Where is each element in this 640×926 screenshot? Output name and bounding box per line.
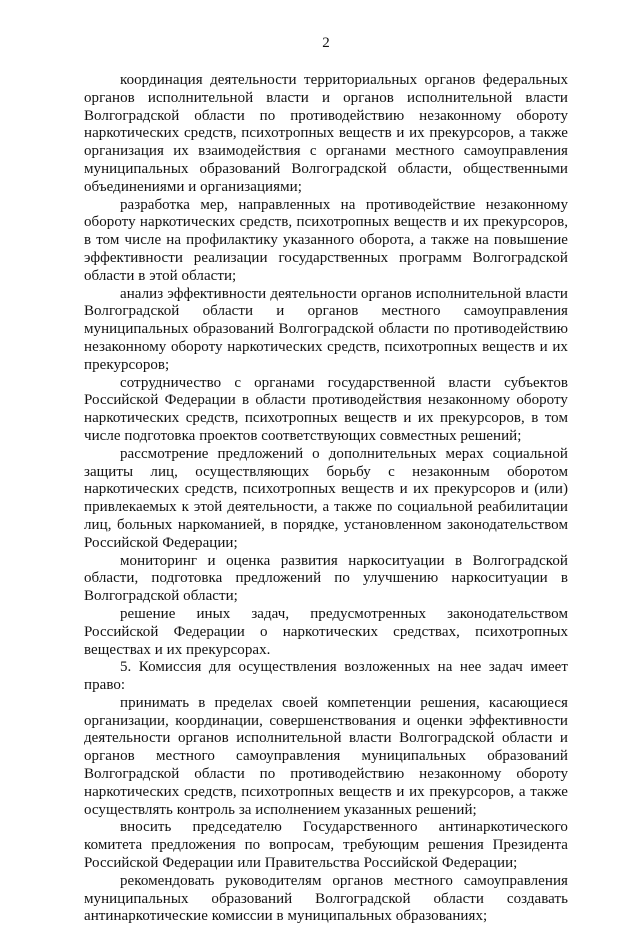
paragraph-make-decisions: принимать в пределах своей компетенции решения, касающиеся организации, координации, совершенствования и оценки эффективности деятельности органов исполнительной власти Волгоградской области и органов местного самоуправления муниципальных образований Волгоградской области по противодействию незаконному обороту наркотических средств, психотропных веществ и их прекурсоров, а также осуществлять контроль за исполнением указанных решений; <box>84 694 568 818</box>
paragraph-measures-development: разработка мер, направленных на противодействие незаконному обороту наркотических средств, психотропных веществ и их прекурсоров, в том числе на профилактику указанного оборота, а также на повышение эффективности реализации государственных программ Волгоградской области в этой области; <box>84 196 568 284</box>
paragraph-recommend-commissions: рекомендовать руководителям органов местного самоуправления муниципальных образований Волгоградской области создавать антинаркотические комиссии в муниципальных образованиях; <box>84 872 568 925</box>
paragraph-efficiency-analysis: анализ эффективности деятельности органов исполнительной власти Волгоградской области и органов местного самоуправления муниципальных образований Волгоградской области по противодействию незаконному обороту наркотических средств, психотропных веществ и их прекурсоров; <box>84 285 568 373</box>
page-number: 2 <box>322 35 330 51</box>
paragraph-commission-rights: 5. Комиссия для осуществления возложенных на нее задач имеет право: <box>84 659 568 694</box>
paragraph-cooperation: сотрудничество с органами государственной власти субъектов Российской Федерации в области противодействия незаконному обороту наркотических средств, психотропных веществ и их прекурсоров, в том числе подготовка проектов соответствующих совместных решений; <box>84 374 568 444</box>
paragraph-social-protection: рассмотрение предложений о дополнительных мерах социальной защиты лиц, осуществляющих борьбу с незаконным оборотом наркотических средств, психотропных веществ и их прекурсоров и (или) привлекаемых к этой деятельности, а также по социальной реабилитации лиц, больных наркоманией, в порядке, установленном законодательством Российской Федерации; <box>84 445 568 551</box>
paragraph-submit-proposals: вносить председателю Государственного антинаркотического комитета предложения по вопросам, требующим решения Президента Российской Федерации или Правительства Российской Федерации; <box>84 819 568 872</box>
paragraph-coordination: координация деятельности территориальных органов федеральных органов исполнительной власти и органов исполнительной власти Волгоградской области по противодействию незаконному обороту наркотических средств, психотропных веществ и их прекурсоров, а также организация их взаимодействия с органами местного самоуправления муниципальных образований Волгоградской области, общественными объединениями и организациями; <box>84 72 568 195</box>
paragraph-monitoring: мониторинг и оценка развития наркоситуации в Волгоградской области, подготовка предложений по улучшению наркоситуации в Волгоградской области; <box>84 552 568 605</box>
paragraph-other-tasks: решение иных задач, предусмотренных законодательством Российской Федерации о наркотических средствах, психотропных веществах и их прекурсорах. <box>84 605 568 658</box>
